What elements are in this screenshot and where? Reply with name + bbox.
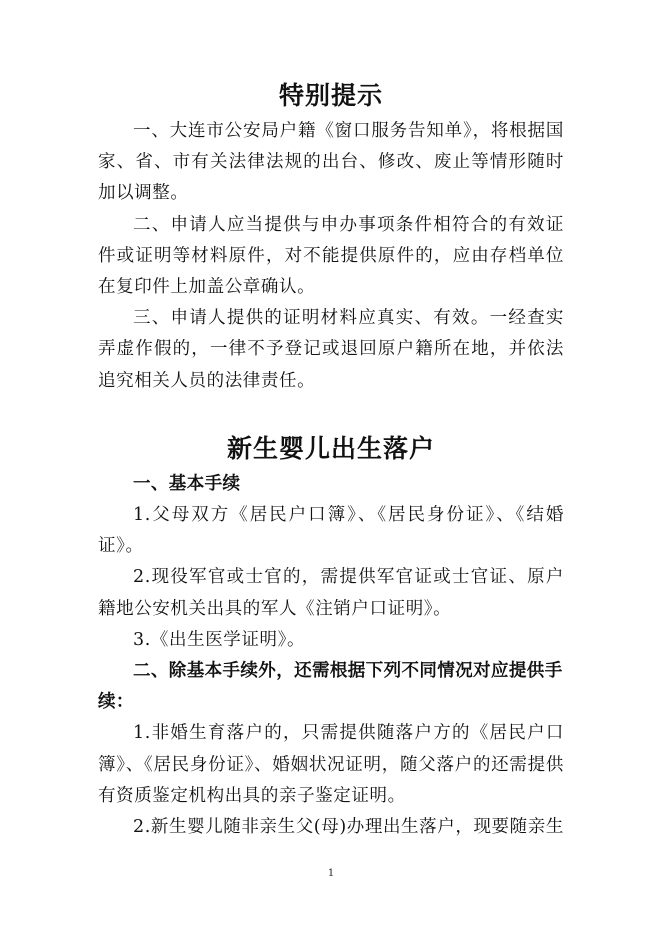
additional-item-1: 1.非婚生育落户的，只需提供随落户方的《居民户口簿》、《居民身份证》、婚姻状况证明，随父落户的还需提供有资质鉴定机构出具的亲子鉴定证明。 [98,723,564,806]
basic-procedures-heading: 一、基本手续 [133,473,241,494]
page-number: 1 [327,868,335,879]
notice-paragraph-3: 三、申请人提供的证明材料应真实、有效。一经查实弄虚作假的，一律不予登记或退回原户籍所在地，并依法追究相关人员的法律责任。 [98,308,564,391]
page-content [98,78,564,843]
additional-procedures-heading: 二、除基本手续外，还需根据下列不同情况对应提供手续： [98,661,563,713]
basic-item-1: 1.父母双方《居民户口簿》、《居民身份证》、《结婚证》。 [98,505,564,557]
newborn-registration-title: 新生婴儿出生落户 [226,433,435,463]
basic-item-3: 3.《出生医学证明》。 [133,629,306,650]
additional-item-2: 2.新生婴儿随非亲生父(母)办理出生落户，现要随亲生 [133,817,564,838]
notice-paragraph-1: 一、大连市公安局户籍《窗口服务告知单》，将根据国家、省、市有关法律法规的出台、修改、废止等情形随时加以调整。 [98,121,564,204]
special-notice-title: 特别提示 [278,81,383,110]
notice-paragraph-2: 二、申请人应当提供与申办事项条件相符合的有效证件或证明等材料原件，对不能提供原件的，应由存档单位在复印件上加盖公章确认。 [98,214,564,298]
basic-item-2: 2.现役军官或士官的，需提供军官证或士官证、原户籍地公安机关出具的军人《注销户口证明》。 [98,567,564,619]
